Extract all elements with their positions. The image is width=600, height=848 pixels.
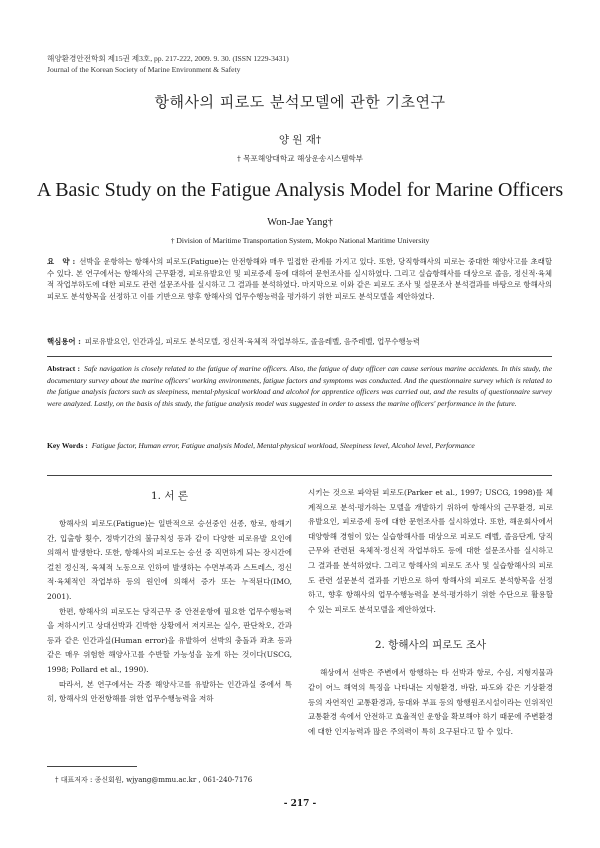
abstract-english [47, 363, 552, 409]
keywords-kr-label: 핵심용어 : [47, 337, 81, 346]
section-body [308, 666, 553, 739]
summary-text: 선박을 운항하는 항해사의 피로도(Fatigue)는 안전항해와 매우 밀접한 관계를 가지고 있다. 또한, 당직항해사의 피로는 중대한 해양사고를 초래할 수 있다. 본 연구에서는 항해사의 근무환경, 피로유발요인 및 피로증세 등에 대하여 문헌조사를 실시하였다. 그리고 실습항해사를 대상으로 졸음, 정신적·육체적 작업부하도에 대한 피로도 관련 설문조사를 실시하고 그 결과를 분석하였다. 마지막으로 이와 같은 피로도 조사 및 설문조사 분석결과를 바탕으로 항해사의 피로도 분석항목을 선정하고 이를 기반으로 향후 항해사의 업무수행능력을 평가하기 위한 피로도 분석모델을 제안하였다. [47, 257, 552, 301]
keywords-english [47, 440, 552, 452]
journal-name: Journal of the Korean Society of Marine Environment & Safety [47, 65, 241, 74]
paragraph: 해상에서 선박은 주변에서 항행하는 타 선박과 항로, 수심, 지형지물과 같이 어느 해역의 특징을 나타내는 지형환경, 바람, 파도와 같은 기상환경 등의 자연적인 교통환경과, 등대와 부표 등의 항행원조시설이라는 인위적인 교통환경 속에서 안전하고 효율적인 운항을 확보해야 하기 때문에 주변환경에 대한 인지능력과 많은 주의력이 특히 요구된다고 할 수 있다. [308, 668, 553, 736]
paragraph: 항해사의 피로도(Fatigue)는 일반적으로 승선중인 선종, 항로, 항해기간, 입출항 횟수, 정박기간의 불규칙성 등과 같이 다양한 피로유발 요인에 의해서 발생한다. 또한, 항해사의 피로도는 승선 중 직면하게 되는 장시간에 걸친 정신적, 육체적 노동으로 인하여 발생하는 수면부족과 스트레스, 정신적·육체적인 작업부하 등의 원인에 의해서 증가 또는 누적된다(IMO, 2001). [47, 519, 292, 601]
right-column [308, 486, 553, 739]
abstract-text: Safe navigation is closely related to the fatigue of marine officers. Also, the fatigue of duty officer can cause serious marine accidents. In this study, the documentary survey about the marine officers' working environments, fatigue factors and symptoms was conducted. And the questionnaire survey which is related to the fatigue analysis factors such as sleepiness, mental·physical workload and alcohol for apprentice officers was carried out, and the results of questionnaire survey were analyzed. Lastly, on the basis of this study, the fatigue analysis model was suggested in order to assess the marine officers' performance in the future. [47, 364, 553, 408]
title-english: A Basic Study on the Fatigue Analysis Model for Marine Officers [36, 179, 564, 201]
footnote: † 대표저자 : 종신회원, wjyang@mmu.ac.kr , 061-240-7176 [55, 776, 253, 784]
abstract-label: Abstract : [47, 364, 81, 373]
keywords-kr-text: 피로유발요인, 인간과실, 피로도 분석모델, 정신적·육체적 작업부하도, 졸음레벨, 음주레벨, 업무수행능력 [84, 337, 420, 346]
section-heading-introduction: 1. 서 론 [151, 490, 188, 502]
journal-citation: 해양환경안전학회 제15권 제3호, pp. 217-222, 2009. 9. 30. (ISSN 1229-3431) [47, 54, 289, 63]
keywords-en-text: Fatigue factor, Human error, Fatigue analysis Model, Mental·physical workload, Sleepiness level, Alcohol level, Performance [91, 441, 475, 450]
journal-header [47, 53, 289, 75]
page-number: - 217 - [283, 799, 317, 809]
left-column [47, 488, 292, 707]
section-body [47, 517, 292, 707]
summary-korean [47, 256, 552, 302]
summary-label: 요 약 : [47, 257, 76, 266]
footnote-divider [47, 766, 137, 767]
author-korean: 양 원 재† [278, 134, 322, 146]
divider [47, 356, 552, 357]
author-english: Won-Jae Yang† [267, 217, 333, 228]
section-body [308, 486, 553, 617]
affiliation-korean: † 목포해양대학교 해상운송시스템학부 [237, 154, 363, 163]
affiliation-english: † Division of Maritime Transportation System, Mokpo National Maritime University [170, 236, 430, 245]
paragraph: 한편, 항해사의 피로도는 당직근무 중 안전운항에 필요한 업무수행능력을 저하시키고 상대선박과 긴박한 상황에서 저지르는 실수, 판단착오, 간과 등과 같은 인간과실(Human error)을 유발하여 선박의 충돌과 좌초 등과 같은 매우 위험한 해양사고를 수반할 가능성을 높게 하는 것이다(USCG, 1998; Pollard et al., 1990). [47, 606, 292, 674]
title-korean: 항해사의 피로도 분석모델에 관한 기초연구 [154, 93, 446, 111]
divider [47, 475, 552, 476]
keywords-en-label: Key Words : [47, 441, 88, 450]
paragraph: 시키는 것으로 파악된 피로도(Parker et al., 1997; USCG, 1998)를 체계적으로 분석·평가하는 모델을 개발하기 위하여 항해사의 근무환경, 피로유발요인, 피로증세 등에 대한 문헌조사를 실시하였다. 또한, 해운회사에서 대양항해 경험이 있는 실습항해사를 대상으로 피로도 레벨, 졸음단계, 당직근무와 관련된 육체적·정신적 작업부하도 등에 대한 설문조사를 실시하고 그 결과를 분석하였다. 그리고 항해사의 피로도 조사 및 실습항해사의 피로도 관련 설문분석 결과를 기반으로 하여 항해사의 피로도 분석항목을 선정하고, 향후 항해사의 업무수행능력을 분석·평가하기 위한 수단으로 활용할 수 있는 피로도 분석모델을 제안하였다. [308, 488, 553, 614]
paragraph: 따라서, 본 연구에서는 각종 해양사고를 유발하는 인간과실 중에서 특히, 항해사의 안전항해를 위한 업무수행능력을 저하 [47, 679, 292, 704]
keywords-korean [47, 336, 552, 348]
section-heading-fatigue-survey: 2. 항해사의 피로도 조사 [374, 639, 487, 652]
